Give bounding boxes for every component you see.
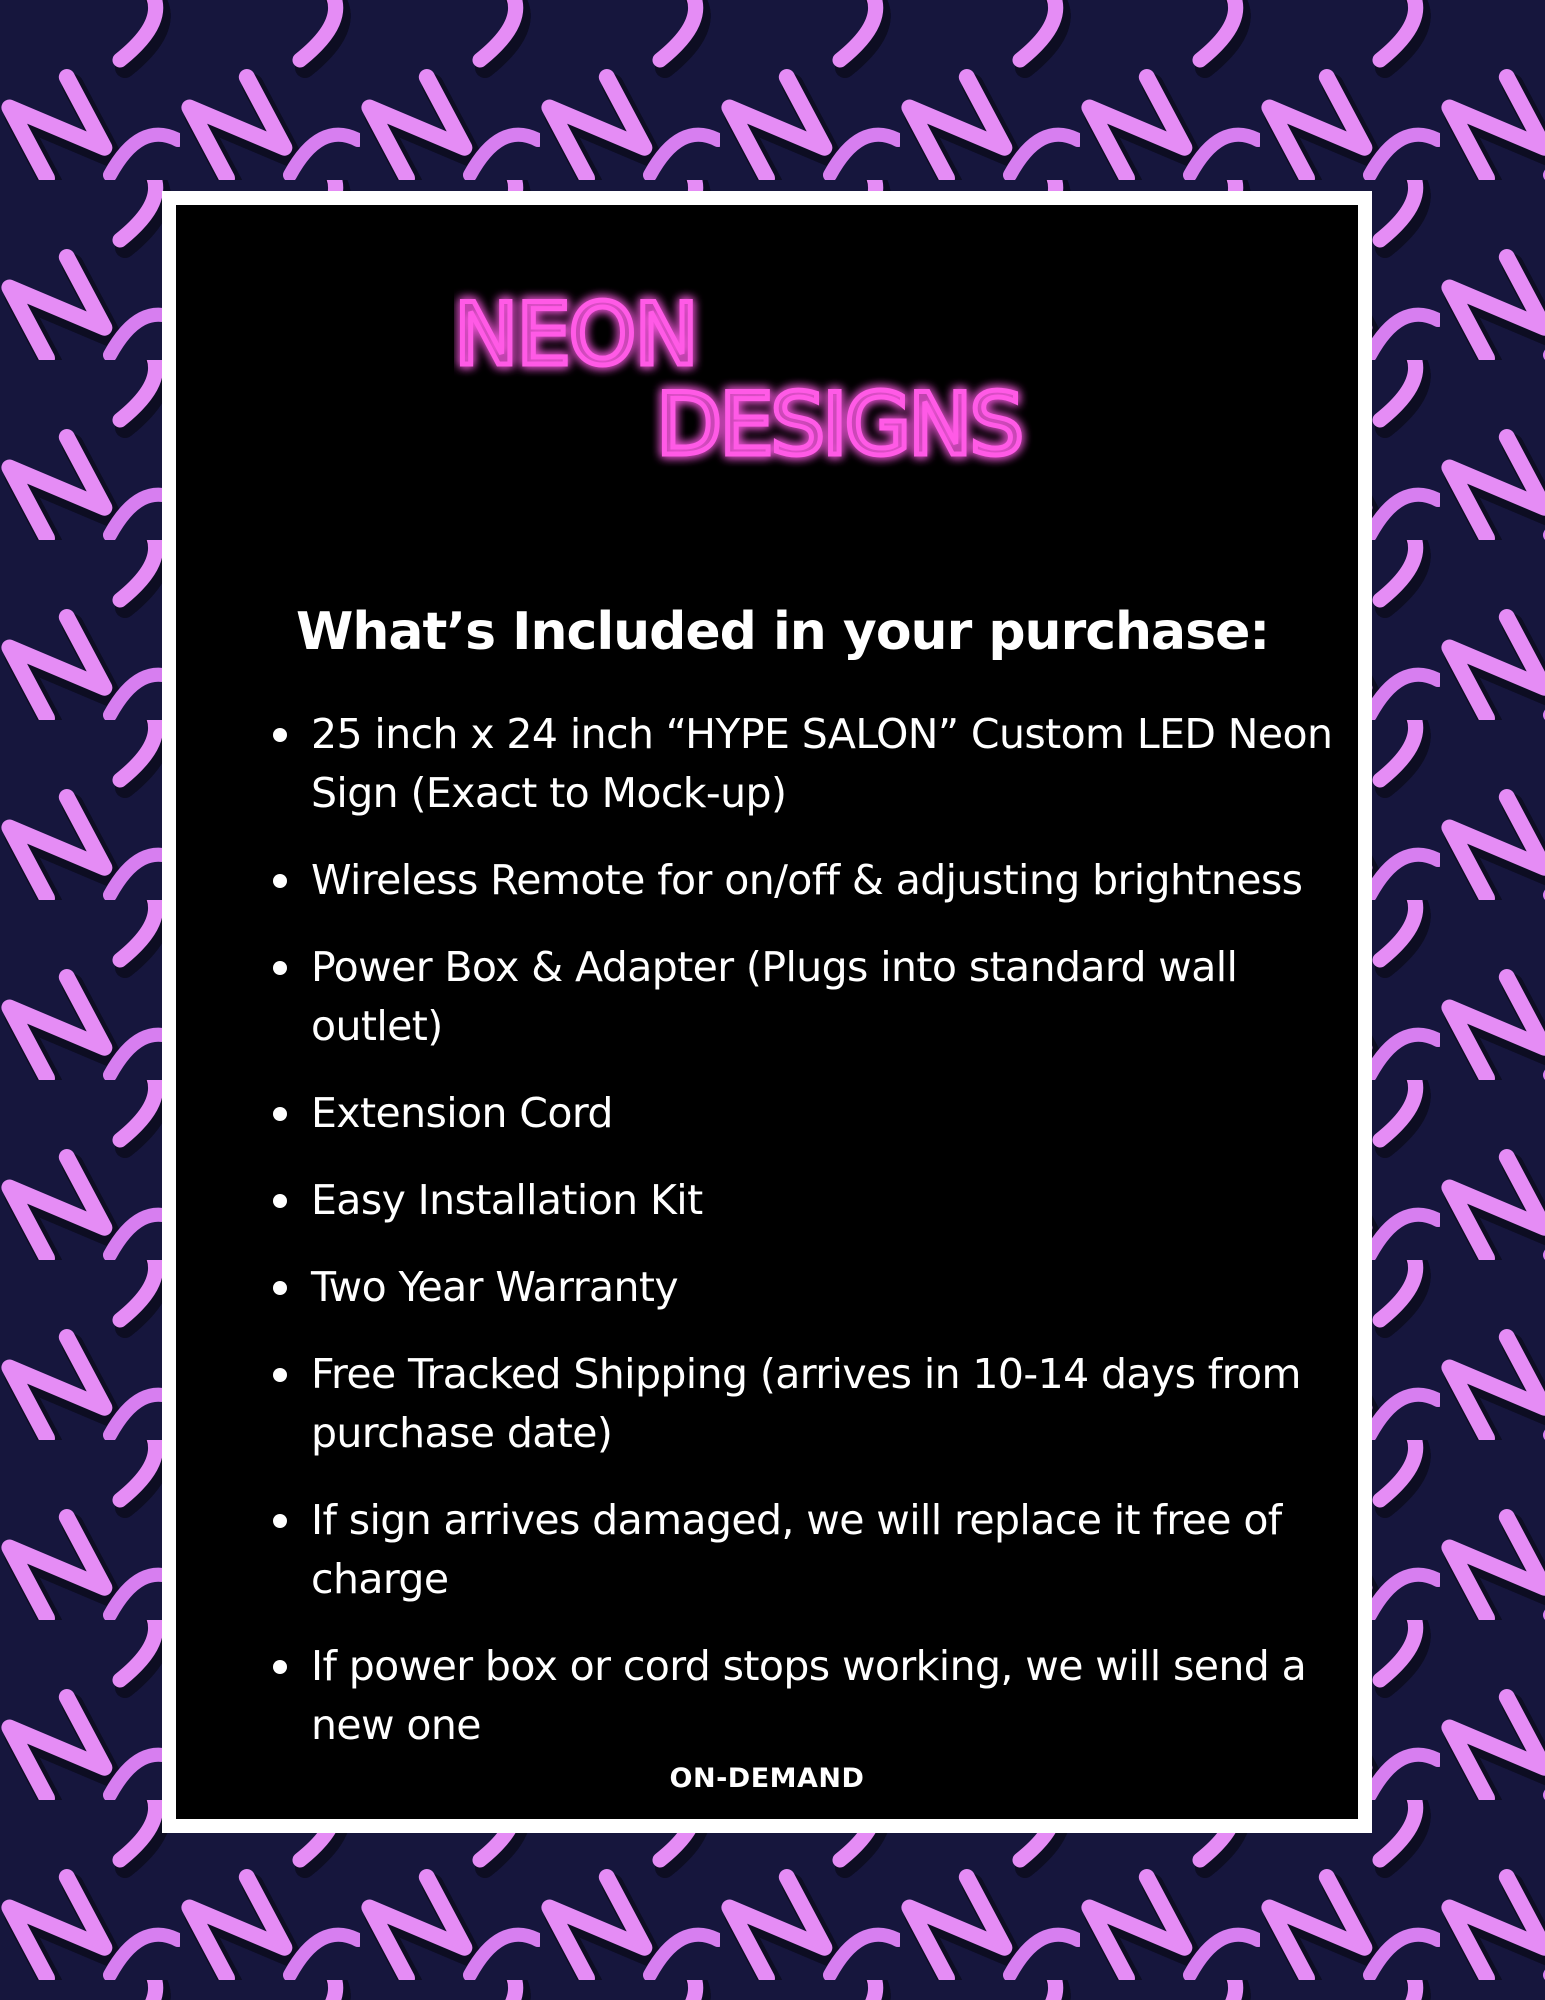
included-items-card <box>162 191 1372 1833</box>
list-item-text: 25 inch x 24 inch “HYPE SALON” Custom LED Neon Sign (Exact to Mock-up) <box>311 710 1333 817</box>
list-item <box>271 705 1351 823</box>
bullet-icon <box>273 961 287 975</box>
bullet-icon <box>273 874 287 888</box>
list-item <box>271 938 1351 1056</box>
list-item <box>271 1491 1351 1609</box>
included-items-list <box>271 705 1351 1783</box>
list-item-text: Power Box & Adapter (Plugs into standard wall outlet) <box>311 943 1238 1050</box>
list-item-text: Free Tracked Shipping (arrives in 10-14 days from purchase date) <box>311 1350 1301 1457</box>
list-item-text: Two Year Warranty <box>311 1263 679 1311</box>
bullet-icon <box>273 1194 287 1208</box>
list-item-text: If sign arrives damaged, we will replace it free of charge <box>311 1496 1282 1603</box>
list-item-text: Wireless Remote for on/off & adjusting brightness <box>311 856 1303 904</box>
footer-label: ON-DEMAND <box>669 1763 865 1794</box>
list-item <box>271 851 1351 910</box>
bullet-icon <box>273 728 287 742</box>
list-item <box>271 1345 1351 1463</box>
bullet-icon <box>273 1107 287 1121</box>
bullet-icon <box>273 1281 287 1295</box>
list-item-text: Easy Installation Kit <box>311 1176 703 1224</box>
list-item <box>271 1171 1351 1230</box>
logo-line-designs: DESIGNS <box>656 375 1022 475</box>
bullet-icon <box>273 1660 287 1674</box>
neon-designs-logo <box>454 280 1094 500</box>
logo-line-neon: NEON <box>454 285 697 385</box>
list-item <box>271 1637 1351 1755</box>
list-item <box>271 1084 1351 1143</box>
bullet-icon <box>273 1368 287 1382</box>
list-item-text: If power box or cord stops working, we will send a new one <box>311 1642 1307 1749</box>
bullet-icon <box>273 1514 287 1528</box>
page-heading: What’s Included in your purchase: <box>296 602 1270 662</box>
list-item-text: Extension Cord <box>311 1089 613 1137</box>
list-item <box>271 1258 1351 1317</box>
